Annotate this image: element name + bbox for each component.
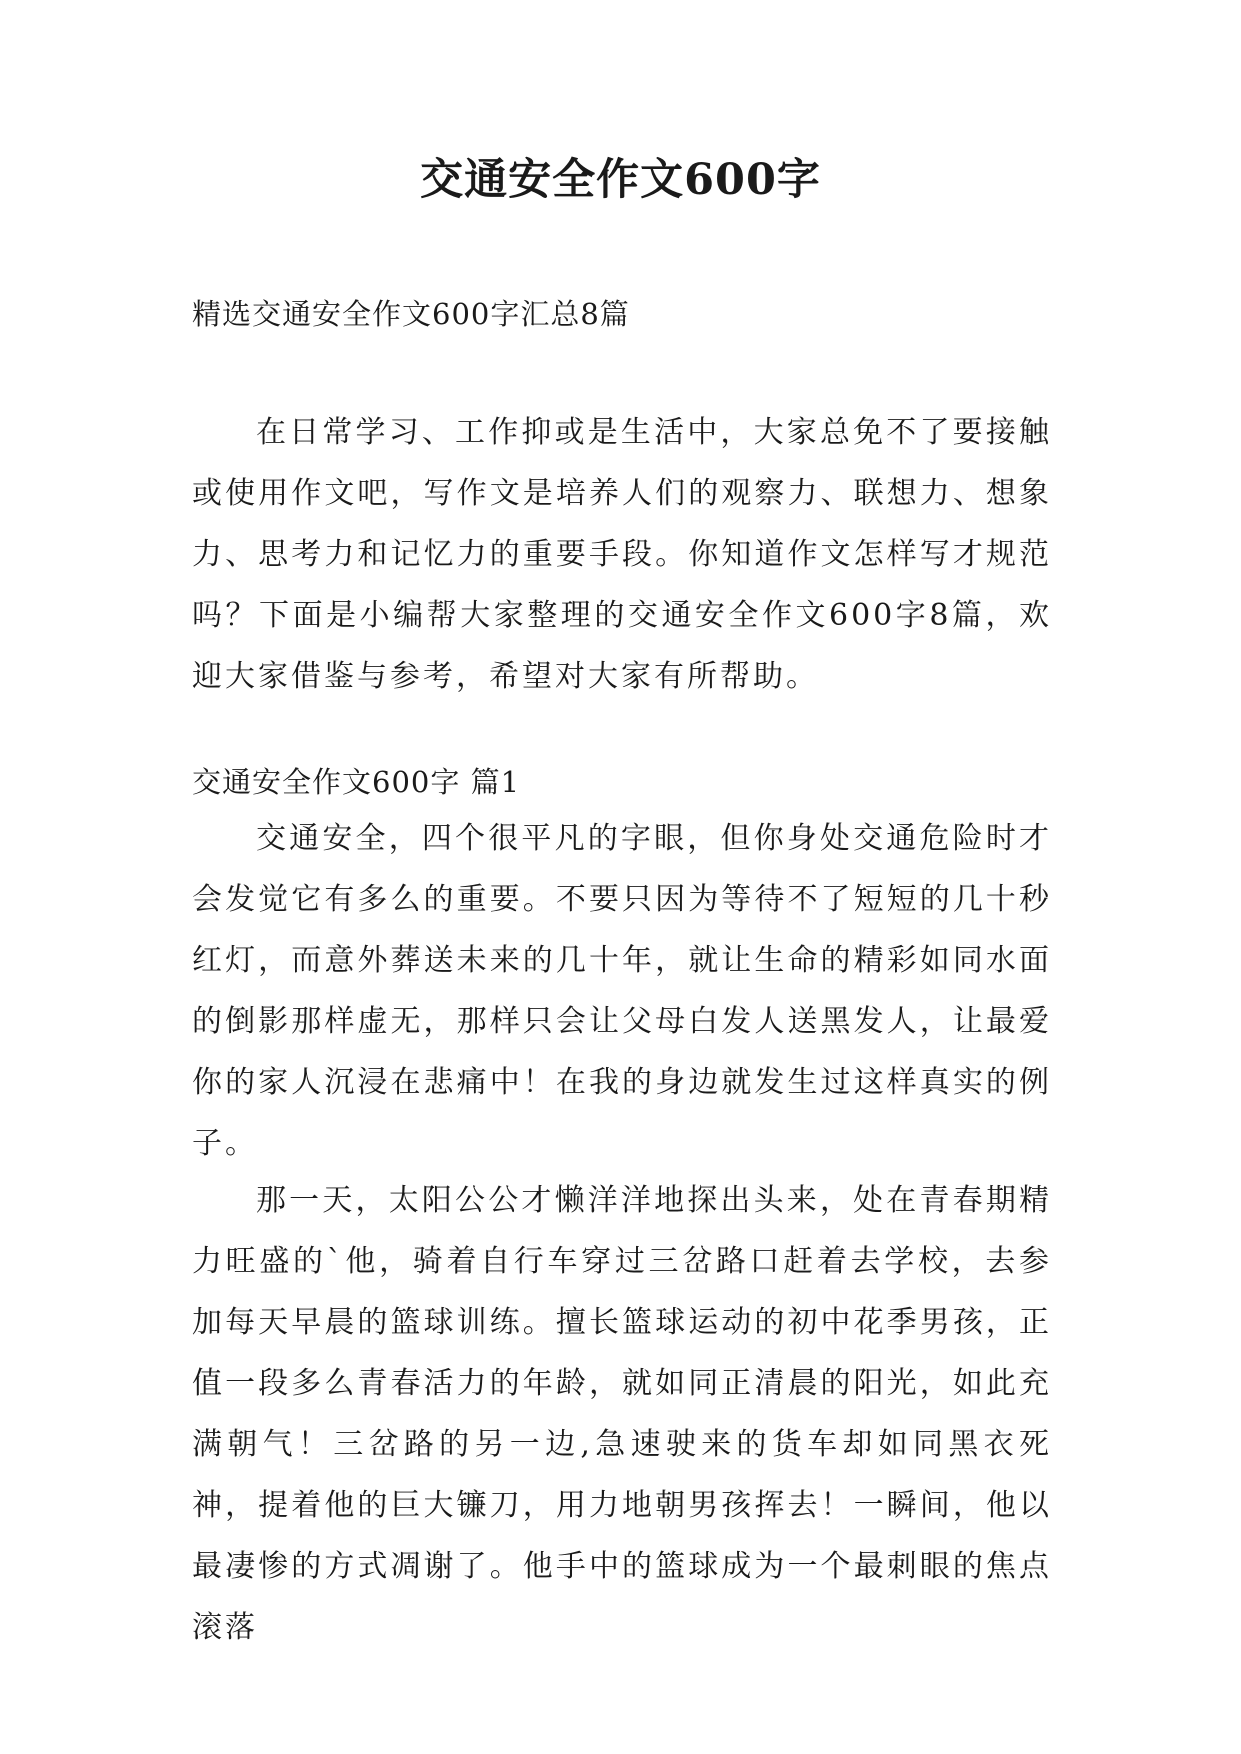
section-heading: 交通安全作文600字 篇1 (192, 765, 521, 799)
document-title: 交通安全作文600字 (420, 155, 821, 205)
body-paragraph: 那一天，太阳公公才懒洋洋地探出头来，处在青春期精力旺盛的`他，骑着自行车穿过三岔路口赶着去学校，去参加每天早晨的篮球训练。擅长篮球运动的初中花季男孩，正值一段多么青春活力的年龄，就如同正清晨的阳光，如此充满朝气！三岔路的另一边,急速驶来的货车却如同黑衣死神，提着他的巨大镰刀，用力地朝男孩挥去！一瞬间，他以最凄惨的方式凋谢了。他手中的篮球成为一个最刺眼的焦点滚落 (192, 1183, 1052, 1645)
body-paragraph: 交通安全，四个很平凡的字眼，但你身处交通危险时才会发觉它有多么的重要。不要只因为等待不了短短的几十秒红灯，而意外葬送未来的几十年，就让生命的精彩如同水面的倒影那样虚无，那样只会让父母白发人送黑发人，让最爱你的家人沉浸在悲痛中！在我的身边就发生过这样真实的例子。 (192, 821, 1052, 1161)
intro-paragraph: 在日常学习、工作抑或是生活中，大家总免不了要接触或使用作文吧，写作文是培养人们的观察力、联想力、想象力、思考力和记忆力的重要手段。你知道作文怎样写才规范吗？下面是小编帮大家整理的交通安全作文600字8篇，欢迎大家借鉴与参考，希望对大家有所帮助。 (192, 415, 1052, 694)
document-subtitle: 精选交通安全作文600字汇总8篇 (192, 297, 630, 331)
